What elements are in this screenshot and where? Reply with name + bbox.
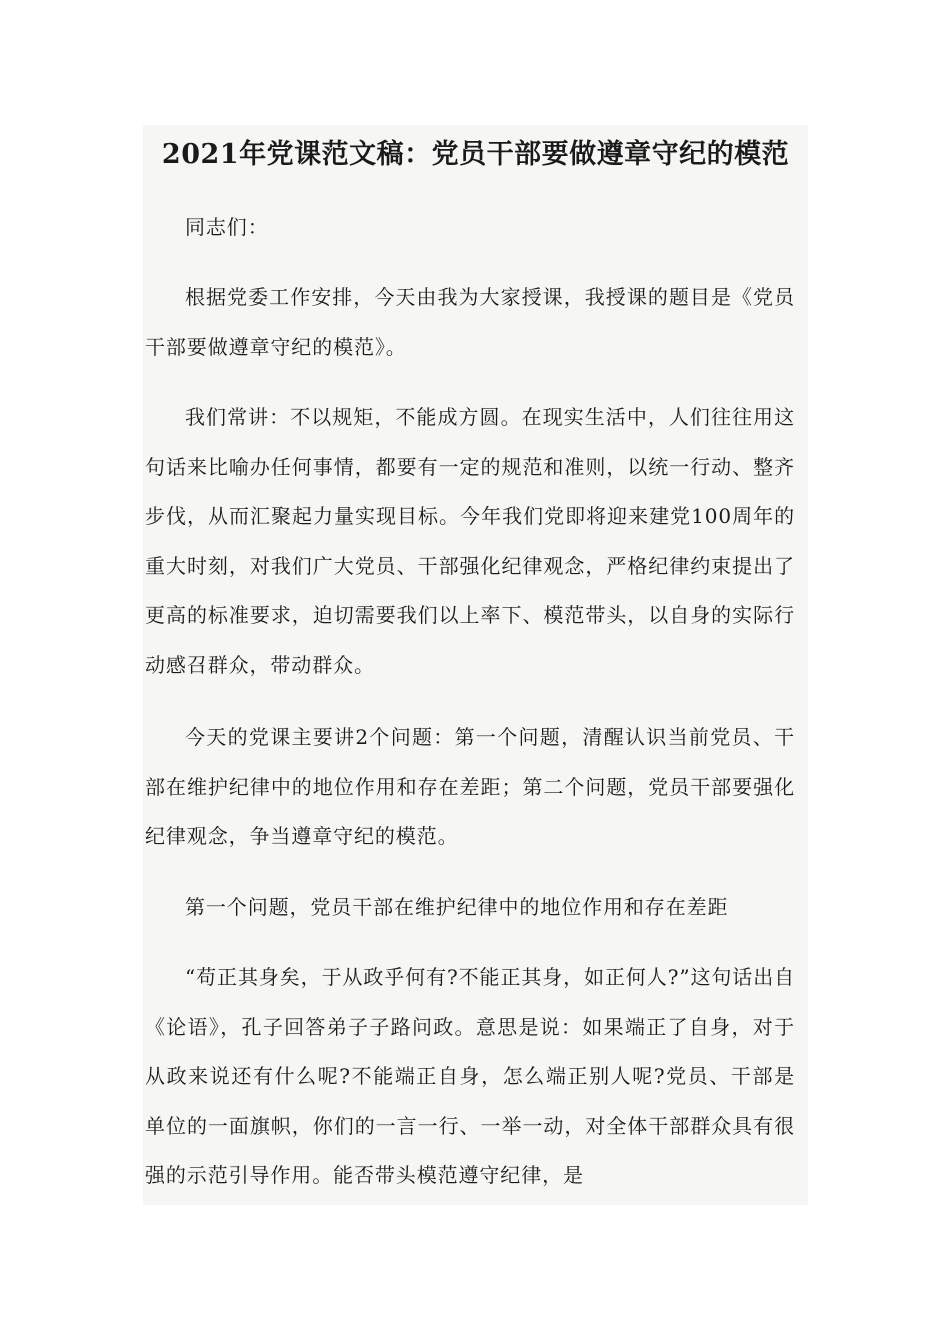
paragraph-analects-quote: “苟正其身矣，于从政乎何有?不能正其身，如正何人?”这句话出自《论语》，孔子回答弟子子路问政。意思是说：如果端正了自身，对于从政来说还有什么呢?不能端正自身，怎么端正别人呢?党员、干部是单位的一面旗帜，你们的一言一行、一举一动，对全体干部群众具有很强的示范引导作用。能否带头模范遵守纪律，是 — [145, 965, 795, 1187]
document-page — [143, 125, 808, 1205]
paragraph-background: 我们常讲：不以规矩，不能成方圆。在现实生活中，人们往往用这句话来比喻办任何事情，都要有一定的规范和准则，以统一行动、整齐步伐，从而汇聚起力量实现目标。今年我们党即将迎来建党100周年的重大时刻，对我们广大党员、干部强化纪律观念，严格纪律约束提出了更高的标准要求，迫切需要我们以上率下、模范带头，以自身的实际行动感召群众，带动群众。 — [145, 405, 795, 677]
paragraph-outline: 今天的党课主要讲2个问题：第一个问题，清醒认识当前党员、干部在维护纪律中的地位作用和存在差距；第二个问题，党员干部要强化纪律观念，争当遵章守纪的模范。 — [145, 725, 795, 848]
section-heading-first-issue: 第一个问题，党员干部在维护纪律中的地位作用和存在差距 — [185, 895, 729, 919]
paragraph-salutation: 同志们： — [185, 215, 269, 239]
paragraph-intro: 根据党委工作安排，今天由我为大家授课，我授课的题目是《党员干部要做遵章守纪的模范》。 — [145, 285, 795, 359]
document-title: 2021年党课范文稿：党员干部要做遵章守纪的模范 — [161, 139, 790, 170]
